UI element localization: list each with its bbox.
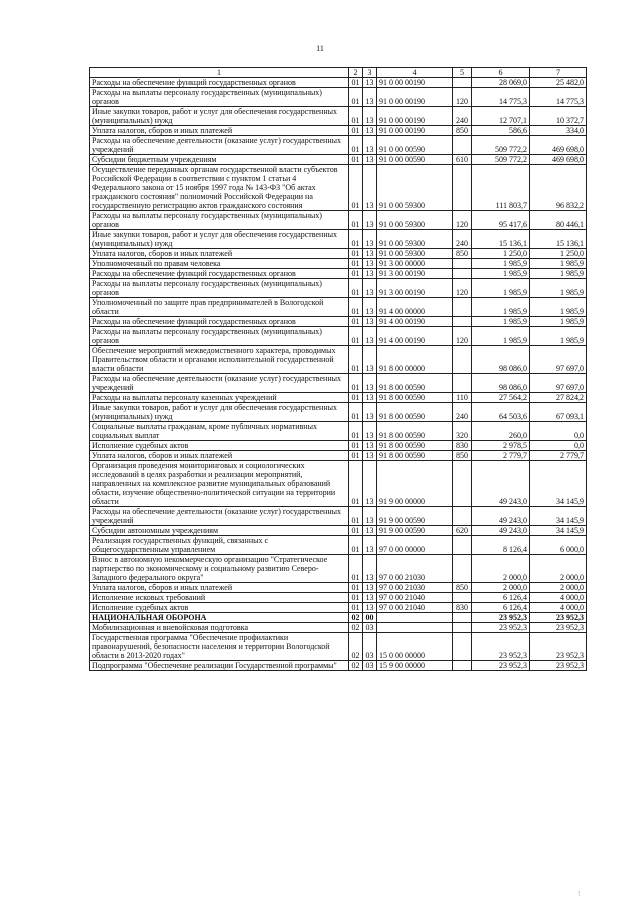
section-code-cell: 01: [349, 88, 363, 107]
subsection-code-cell: 13: [363, 327, 377, 346]
table-row: [90, 78, 587, 88]
target-article-cell: 97 0 00 21040: [377, 603, 453, 613]
amount-year2-cell: 1 985,9: [530, 279, 587, 298]
expense-type-cell: [453, 661, 472, 671]
expense-type-cell: 850: [453, 249, 472, 259]
amount-year1-cell: 1 985,9: [472, 298, 530, 317]
expense-type-cell: 850: [453, 451, 472, 461]
row-name-cell: Осуществление переданных органам государственной власти субъектов Российской Федерации в соответствии с пунктом 1 статьи 4 Федерального закона от 15 ноября 1997 года № 143-ФЗ "Об актах гражданского состояния" полномочий Российской Федерации на государственную регистрацию актов гражданского состояния: [90, 165, 349, 211]
expense-type-cell: 830: [453, 441, 472, 451]
amount-year2-cell: 80 446,1: [530, 211, 587, 230]
section-code-cell: 01: [349, 269, 363, 279]
expense-type-cell: 120: [453, 211, 472, 230]
table-row: [90, 155, 587, 165]
amount-year2-cell: 0,0: [530, 422, 587, 441]
amount-year1-cell: 6 126,4: [472, 593, 530, 603]
table-row: [90, 298, 587, 317]
subsection-code-cell: 13: [363, 555, 377, 583]
subsection-code-cell: 13: [363, 461, 377, 507]
amount-year2-cell: 2 000,0: [530, 555, 587, 583]
expense-type-cell: 320: [453, 422, 472, 441]
target-article-cell: 91 3 00 00190: [377, 279, 453, 298]
target-article-cell: 91 0 00 00190: [377, 107, 453, 126]
expense-type-cell: [453, 165, 472, 211]
row-name-cell: Исполнение исковых требований: [90, 593, 349, 603]
expense-type-cell: 620: [453, 526, 472, 536]
amount-year1-cell: 1 985,9: [472, 317, 530, 327]
target-article-cell: 91 0 00 00590: [377, 136, 453, 155]
amount-year1-cell: 64 503,6: [472, 403, 530, 422]
section-code-cell: 02: [349, 613, 363, 623]
column-header: 7: [530, 68, 587, 78]
expense-type-cell: [453, 613, 472, 623]
table-row: [90, 555, 587, 583]
expense-type-cell: 240: [453, 107, 472, 126]
amount-year2-cell: 6 000,0: [530, 536, 587, 555]
table-row: [90, 249, 587, 259]
amount-year1-cell: 2 000,0: [472, 583, 530, 593]
subsection-code-cell: 13: [363, 441, 377, 451]
subsection-code-cell: 00: [363, 613, 377, 623]
row-name-cell: Иные закупки товаров, работ и услуг для обеспечения государственных (муниципальных) нужд: [90, 107, 349, 126]
section-code-cell: 01: [349, 165, 363, 211]
row-name-cell: Расходы на обеспечение функций государственных органов: [90, 78, 349, 88]
target-article-cell: 97 0 00 21030: [377, 555, 453, 583]
expense-type-cell: 110: [453, 393, 472, 403]
target-article-cell: 91 0 00 59300: [377, 249, 453, 259]
amount-year1-cell: 2 779,7: [472, 451, 530, 461]
amount-year1-cell: 1 985,9: [472, 269, 530, 279]
row-name-cell: Расходы на выплаты персоналу казенных учреждений: [90, 393, 349, 403]
section-code-cell: 01: [349, 155, 363, 165]
section-code-cell: 01: [349, 461, 363, 507]
table-row: [90, 661, 587, 671]
expense-type-cell: 850: [453, 126, 472, 136]
table-row: [90, 126, 587, 136]
target-article-cell: 91 8 00 00590: [377, 441, 453, 451]
subsection-code-cell: 03: [363, 623, 377, 633]
section-code-cell: 01: [349, 78, 363, 88]
amount-year2-cell: 34 145,9: [530, 461, 587, 507]
amount-year1-cell: 8 126,4: [472, 536, 530, 555]
amount-year2-cell: 23 952,3: [530, 623, 587, 633]
section-code-cell: 01: [349, 403, 363, 422]
section-code-cell: 01: [349, 526, 363, 536]
row-name-cell: Подпрограмма "Обеспечение реализации Государственной программы": [90, 661, 349, 671]
section-code-cell: 01: [349, 507, 363, 526]
subsection-code-cell: 13: [363, 88, 377, 107]
amount-year2-cell: 25 482,0: [530, 78, 587, 88]
amount-year2-cell: 34 145,9: [530, 507, 587, 526]
section-code-cell: 01: [349, 107, 363, 126]
subsection-code-cell: 13: [363, 346, 377, 374]
expense-type-cell: 120: [453, 279, 472, 298]
target-article-cell: [377, 623, 453, 633]
target-article-cell: 91 8 00 00000: [377, 346, 453, 374]
amount-year2-cell: 1 985,9: [530, 269, 587, 279]
amount-year1-cell: 23 952,3: [472, 661, 530, 671]
table-row: [90, 165, 587, 211]
amount-year2-cell: 1 985,9: [530, 317, 587, 327]
row-name-cell: Иные закупки товаров, работ и услуг для обеспечения государственных (муниципальных) нужд: [90, 230, 349, 249]
amount-year2-cell: 4 000,0: [530, 603, 587, 613]
subsection-code-cell: 13: [363, 507, 377, 526]
target-article-cell: 91 3 00 00190: [377, 269, 453, 279]
expense-type-cell: [453, 461, 472, 507]
row-name-cell: Социальные выплаты гражданам, кроме публичных нормативных социальных выплат: [90, 422, 349, 441]
row-name-cell: Расходы на обеспечение функций государственных органов: [90, 317, 349, 327]
table-row: [90, 136, 587, 155]
subsection-code-cell: 13: [363, 536, 377, 555]
amount-year2-cell: 0,0: [530, 441, 587, 451]
table-row: [90, 107, 587, 126]
target-article-cell: 91 8 00 00590: [377, 374, 453, 393]
expense-type-cell: [453, 346, 472, 374]
amount-year1-cell: 23 952,3: [472, 613, 530, 623]
amount-year2-cell: 14 775,3: [530, 88, 587, 107]
column-header: 3: [363, 68, 377, 78]
amount-year2-cell: 15 136,1: [530, 230, 587, 249]
amount-year2-cell: 23 952,3: [530, 661, 587, 671]
section-code-cell: 01: [349, 593, 363, 603]
target-article-cell: 91 0 00 59300: [377, 211, 453, 230]
table-row: [90, 317, 587, 327]
expense-type-cell: [453, 269, 472, 279]
expense-type-cell: 610: [453, 155, 472, 165]
target-article-cell: 91 0 00 59300: [377, 165, 453, 211]
amount-year2-cell: 1 250,0: [530, 249, 587, 259]
column-header: 6: [472, 68, 530, 78]
table-row: [90, 346, 587, 374]
table-row: [90, 230, 587, 249]
expense-type-cell: [453, 507, 472, 526]
expense-type-cell: [453, 593, 472, 603]
table-row: [90, 536, 587, 555]
subsection-code-cell: 13: [363, 155, 377, 165]
expense-type-cell: [453, 136, 472, 155]
amount-year1-cell: 98 086,0: [472, 374, 530, 393]
budget-table: [89, 67, 587, 671]
amount-year1-cell: 49 243,0: [472, 526, 530, 536]
expense-type-cell: 120: [453, 88, 472, 107]
section-code-cell: 01: [349, 422, 363, 441]
section-code-cell: 01: [349, 317, 363, 327]
table-row: [90, 88, 587, 107]
table-row: [90, 211, 587, 230]
amount-year1-cell: 12 707,1: [472, 107, 530, 126]
table-row: [90, 593, 587, 603]
amount-year1-cell: 23 952,3: [472, 623, 530, 633]
row-name-cell: Уполномоченный по защите прав предпринимателей в Вологодской области: [90, 298, 349, 317]
amount-year1-cell: 111 803,7: [472, 165, 530, 211]
amount-year1-cell: 260,0: [472, 422, 530, 441]
expense-type-cell: [453, 317, 472, 327]
subsection-code-cell: 13: [363, 526, 377, 536]
section-code-cell: 01: [349, 583, 363, 593]
section-code-cell: 01: [349, 249, 363, 259]
table-row: [90, 422, 587, 441]
target-article-cell: 97 0 00 21030: [377, 583, 453, 593]
subsection-code-cell: 13: [363, 126, 377, 136]
table-row: [90, 259, 587, 269]
expense-type-cell: 240: [453, 403, 472, 422]
row-name-cell: Уплата налогов, сборов и иных платежей: [90, 249, 349, 259]
page-number: 11: [316, 44, 324, 53]
section-code-cell: 01: [349, 555, 363, 583]
section-code-cell: 01: [349, 346, 363, 374]
section-code-cell: 01: [349, 603, 363, 613]
row-name-cell: НАЦИОНАЛЬНАЯ ОБОРОНА: [90, 613, 349, 623]
subsection-code-cell: 03: [363, 633, 377, 661]
row-name-cell: Расходы на выплаты персоналу государственных (муниципальных) органов: [90, 327, 349, 346]
table-row: [90, 327, 587, 346]
row-name-cell: Субсидии автономным учреждениям: [90, 526, 349, 536]
amount-year1-cell: 509 772,2: [472, 136, 530, 155]
target-article-cell: 91 0 00 00190: [377, 78, 453, 88]
section-code-cell: 01: [349, 536, 363, 555]
row-name-cell: Иные закупки товаров, работ и услуг для обеспечения государственных (муниципальных) нужд: [90, 403, 349, 422]
column-header: 4: [377, 68, 453, 78]
target-article-cell: 91 3 00 00000: [377, 259, 453, 269]
section-code-cell: 02: [349, 661, 363, 671]
table-row: [90, 603, 587, 613]
expense-type-cell: [453, 298, 472, 317]
amount-year1-cell: 95 417,6: [472, 211, 530, 230]
section-code-cell: 01: [349, 393, 363, 403]
amount-year2-cell: 469 698,0: [530, 136, 587, 155]
row-name-cell: Уполномоченный по правам человека: [90, 259, 349, 269]
target-article-cell: 15 0 00 00000: [377, 633, 453, 661]
row-name-cell: Исполнение судебных актов: [90, 603, 349, 613]
amount-year1-cell: 2 978,5: [472, 441, 530, 451]
row-name-cell: Уплата налогов, сборов и иных платежей: [90, 126, 349, 136]
amount-year1-cell: 1 985,9: [472, 327, 530, 346]
table-row: [90, 393, 587, 403]
table-row: [90, 269, 587, 279]
amount-year2-cell: 10 372,7: [530, 107, 587, 126]
header-row: [90, 68, 587, 78]
subsection-code-cell: 13: [363, 422, 377, 441]
amount-year2-cell: 2 779,7: [530, 451, 587, 461]
amount-year2-cell: 97 697,0: [530, 374, 587, 393]
amount-year2-cell: 23 952,3: [530, 633, 587, 661]
row-name-cell: Расходы на обеспечение деятельности (оказание услуг) государственных учреждений: [90, 136, 349, 155]
row-name-cell: Организация проведения мониторинговых и социологических исследований в целях разработки и реализации мероприятий, направленных на комплексное развитие муниципальных образований области, изучение общественно-политической ситуации на территории области: [90, 461, 349, 507]
section-code-cell: 01: [349, 259, 363, 269]
table-row: [90, 451, 587, 461]
amount-year1-cell: 586,6: [472, 126, 530, 136]
row-name-cell: Государственная программа "Обеспечение профилактики правонарушений, безопасности населения и территории Вологодской области в 2013-2020 годах": [90, 633, 349, 661]
subsection-code-cell: 13: [363, 211, 377, 230]
section-code-cell: 01: [349, 211, 363, 230]
section-code-cell: 01: [349, 374, 363, 393]
column-header: 2: [349, 68, 363, 78]
target-article-cell: 91 8 00 00590: [377, 393, 453, 403]
table-row: [90, 623, 587, 633]
expense-type-cell: [453, 78, 472, 88]
target-article-cell: 91 9 00 00590: [377, 507, 453, 526]
target-article-cell: 91 9 00 00590: [377, 526, 453, 536]
subsection-code-cell: 13: [363, 374, 377, 393]
section-code-cell: 01: [349, 451, 363, 461]
amount-year2-cell: 1 985,9: [530, 298, 587, 317]
row-name-cell: Расходы на выплаты персоналу государственных (муниципальных) органов: [90, 88, 349, 107]
row-name-cell: Расходы на выплаты персоналу государственных (муниципальных) органов: [90, 211, 349, 230]
expense-type-cell: [453, 536, 472, 555]
row-name-cell: Расходы на выплаты персоналу государственных (муниципальных) органов: [90, 279, 349, 298]
subsection-code-cell: 13: [363, 259, 377, 269]
target-article-cell: 91 4 00 00000: [377, 298, 453, 317]
section-code-cell: 01: [349, 126, 363, 136]
section-code-cell: 01: [349, 298, 363, 317]
target-article-cell: 91 9 00 00000: [377, 461, 453, 507]
amount-year2-cell: 96 832,2: [530, 165, 587, 211]
row-name-cell: Исполнение судебных актов: [90, 441, 349, 451]
table-row: [90, 526, 587, 536]
subsection-code-cell: 13: [363, 317, 377, 327]
expense-type-cell: 240: [453, 230, 472, 249]
subsection-code-cell: 13: [363, 279, 377, 298]
section-code-cell: 01: [349, 279, 363, 298]
amount-year2-cell: 27 824,2: [530, 393, 587, 403]
amount-year2-cell: 469 698,0: [530, 155, 587, 165]
amount-year1-cell: 1 985,9: [472, 259, 530, 269]
row-name-cell: Субсидии бюджетным учреждениям: [90, 155, 349, 165]
subsection-code-cell: 13: [363, 298, 377, 317]
expense-type-cell: [453, 623, 472, 633]
table-row: [90, 374, 587, 393]
section-code-cell: 01: [349, 327, 363, 346]
column-header: 5: [453, 68, 472, 78]
table-row: [90, 279, 587, 298]
amount-year2-cell: 4 000,0: [530, 593, 587, 603]
table-row: [90, 633, 587, 661]
target-article-cell: 97 0 00 21040: [377, 593, 453, 603]
amount-year2-cell: 1 985,9: [530, 259, 587, 269]
column-header: 1: [90, 68, 349, 78]
subsection-code-cell: 13: [363, 393, 377, 403]
section-code-cell: 01: [349, 441, 363, 451]
expense-type-cell: 120: [453, 327, 472, 346]
expense-type-cell: [453, 259, 472, 269]
table-row: [90, 403, 587, 422]
amount-year2-cell: 67 093,1: [530, 403, 587, 422]
row-name-cell: Взнос в автономную некоммерческую организацию "Стратегическое партнерство по экономическому и социальному развитию Северо-Западного федерального округа": [90, 555, 349, 583]
table-row: [90, 461, 587, 507]
amount-year1-cell: 14 775,3: [472, 88, 530, 107]
expense-type-cell: 850: [453, 583, 472, 593]
row-name-cell: Расходы на обеспечение деятельности (оказание услуг) государственных учреждений: [90, 374, 349, 393]
target-article-cell: 91 4 00 00190: [377, 327, 453, 346]
row-name-cell: Мобилизационная и вневойсковая подготовка: [90, 623, 349, 633]
expense-type-cell: [453, 374, 472, 393]
table-row: [90, 583, 587, 593]
section-code-cell: 02: [349, 623, 363, 633]
target-article-cell: 91 0 00 00190: [377, 88, 453, 107]
amount-year1-cell: 28 069,0: [472, 78, 530, 88]
row-name-cell: Уплата налогов, сборов и иных платежей: [90, 583, 349, 593]
subsection-code-cell: 13: [363, 230, 377, 249]
target-article-cell: 15 9 00 00000: [377, 661, 453, 671]
amount-year2-cell: 34 145,9: [530, 526, 587, 536]
amount-year1-cell: 6 126,4: [472, 603, 530, 613]
target-article-cell: 91 0 00 59300: [377, 230, 453, 249]
subsection-code-cell: 13: [363, 249, 377, 259]
row-name-cell: Обеспечение мероприятий межведомственного характера, проводимых Правительством области и органами исполнительной государственной власти области: [90, 346, 349, 374]
amount-year2-cell: 2 000,0: [530, 583, 587, 593]
subsection-code-cell: 13: [363, 107, 377, 126]
amount-year1-cell: 49 243,0: [472, 461, 530, 507]
amount-year1-cell: 1 250,0: [472, 249, 530, 259]
target-article-cell: 91 0 00 00590: [377, 155, 453, 165]
amount-year1-cell: 509 772,2: [472, 155, 530, 165]
amount-year1-cell: 27 564,2: [472, 393, 530, 403]
amount-year1-cell: 49 243,0: [472, 507, 530, 526]
expense-type-cell: [453, 633, 472, 661]
target-article-cell: 91 8 00 00590: [377, 451, 453, 461]
target-article-cell: [377, 613, 453, 623]
corner-mark: !: [578, 890, 581, 898]
section-code-cell: 01: [349, 136, 363, 155]
row-name-cell: Расходы на обеспечение деятельности (оказание услуг) государственных учреждений: [90, 507, 349, 526]
subsection-code-cell: 13: [363, 78, 377, 88]
subsection-code-cell: 13: [363, 603, 377, 613]
subsection-code-cell: 13: [363, 269, 377, 279]
amount-year2-cell: 1 985,9: [530, 327, 587, 346]
subsection-code-cell: 13: [363, 136, 377, 155]
amount-year1-cell: 98 086,0: [472, 346, 530, 374]
row-name-cell: Реализация государственных функций, связанных с общегосударственным управлением: [90, 536, 349, 555]
amount-year2-cell: 334,0: [530, 126, 587, 136]
row-name-cell: Уплата налогов, сборов и иных платежей: [90, 451, 349, 461]
amount-year1-cell: 2 000,0: [472, 555, 530, 583]
section-code-cell: 02: [349, 633, 363, 661]
expense-type-cell: [453, 555, 472, 583]
amount-year1-cell: 15 136,1: [472, 230, 530, 249]
target-article-cell: 97 0 00 00000: [377, 536, 453, 555]
subsection-code-cell: 13: [363, 583, 377, 593]
row-name-cell: Расходы на обеспечение функций государственных органов: [90, 269, 349, 279]
subsection-code-cell: 13: [363, 593, 377, 603]
table-row: [90, 613, 587, 623]
target-article-cell: 91 4 00 00190: [377, 317, 453, 327]
section-code-cell: 01: [349, 230, 363, 249]
expense-type-cell: 830: [453, 603, 472, 613]
target-article-cell: 91 8 00 00590: [377, 403, 453, 422]
table-row: [90, 507, 587, 526]
table-body: [90, 78, 587, 671]
subsection-code-cell: 03: [363, 661, 377, 671]
amount-year1-cell: 23 952,3: [472, 633, 530, 661]
subsection-code-cell: 13: [363, 451, 377, 461]
amount-year2-cell: 97 697,0: [530, 346, 587, 374]
subsection-code-cell: 13: [363, 165, 377, 211]
amount-year1-cell: 1 985,9: [472, 279, 530, 298]
amount-year2-cell: 23 952,3: [530, 613, 587, 623]
target-article-cell: 91 0 00 00190: [377, 126, 453, 136]
target-article-cell: 91 8 00 00590: [377, 422, 453, 441]
table-row: [90, 441, 587, 451]
subsection-code-cell: 13: [363, 403, 377, 422]
